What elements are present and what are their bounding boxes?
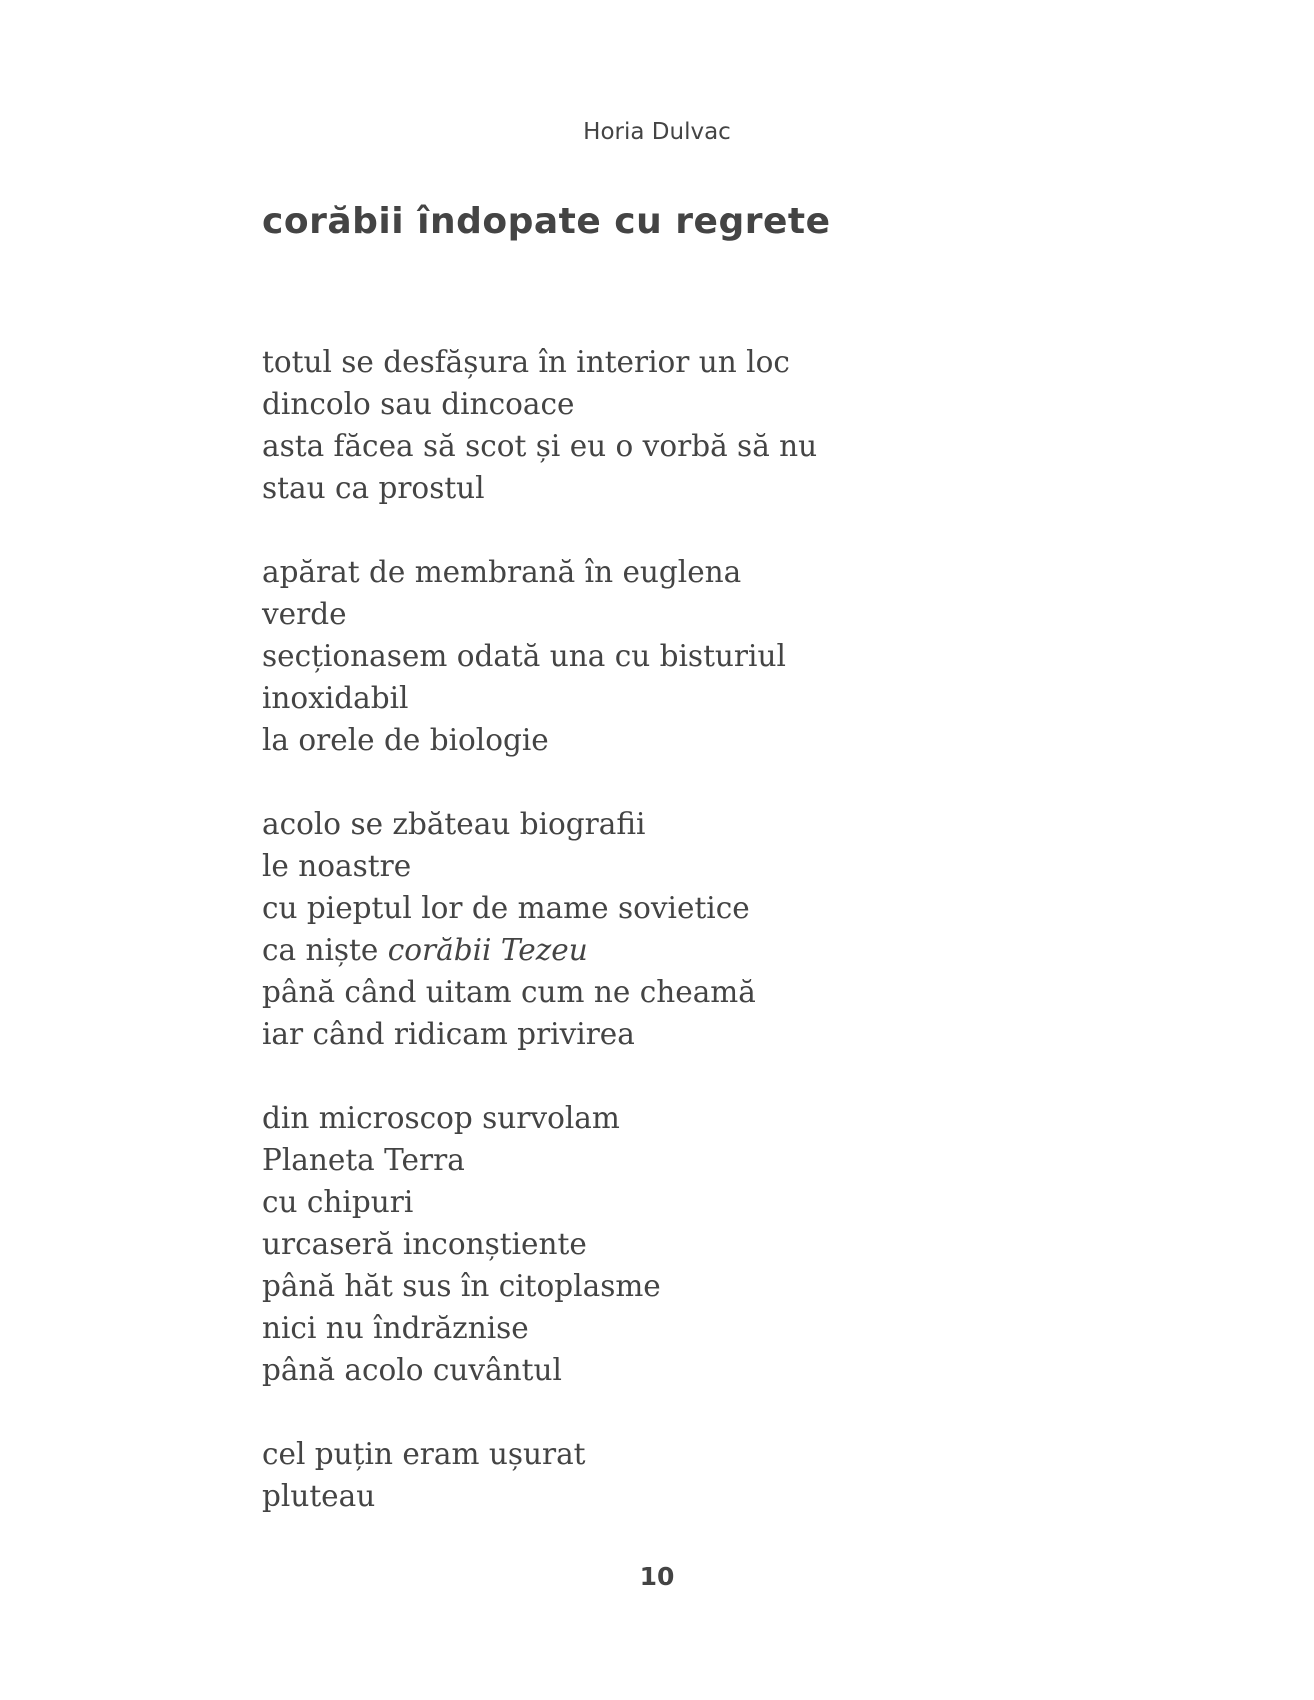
poem-line: până când uitam cum ne cheamă <box>262 975 756 1009</box>
stanza-5 <box>262 1433 1082 1517</box>
stanza-1 <box>262 341 1082 509</box>
poem-line: secționasem odată una cu bisturiul <box>262 639 786 673</box>
running-header-author: Horia Dulvac <box>583 119 731 145</box>
poem-line: stau ca prostul <box>262 471 485 505</box>
poem-line: asta făcea să scot și eu o vorbă să nu <box>262 429 818 463</box>
poem-line: urcaseră inconștiente <box>262 1227 587 1261</box>
poem-line: verde <box>262 597 347 631</box>
stanza-3 <box>262 803 1082 1055</box>
poem-title: corăbii îndopate cu regrete <box>262 201 831 242</box>
poem-line: acolo se zbăteau biografii <box>262 807 646 841</box>
poem-line: Planeta Terra <box>262 1143 465 1177</box>
poem-line: iar când ridicam privirea <box>262 1017 635 1051</box>
poem-line-plain-part: ca niște <box>262 933 388 967</box>
poem-line: până hăt sus în citoplasme <box>262 1269 661 1303</box>
poem-line: nici nu îndrăznise <box>262 1311 529 1345</box>
poem-line: totul se desfășura în interior un loc <box>262 345 790 379</box>
poem-line: cu pieptul lor de mame sovietice <box>262 891 750 925</box>
poem-line: cel puțin eram ușurat <box>262 1437 586 1471</box>
page-number: 10 <box>639 1562 675 1591</box>
poem-line: cu chipuri <box>262 1185 414 1219</box>
stanza-4 <box>262 1097 1082 1391</box>
poem-line: apărat de membrană în euglena <box>262 555 742 589</box>
poem-line: din microscop survolam <box>262 1101 620 1135</box>
poem-line-mixed <box>262 929 1082 971</box>
poem-body <box>262 341 1082 1559</box>
poem-line: inoxidabil <box>262 681 409 715</box>
stanza-2 <box>262 551 1082 761</box>
poem-line: le noastre <box>262 849 412 883</box>
poem-line-italic-part: corăbii Tezeu <box>387 933 588 967</box>
poem-line: la orele de biologie <box>262 723 549 757</box>
poem-line: pluteau <box>262 1479 376 1513</box>
poem-line: până acolo cuvântul <box>262 1353 562 1387</box>
poem-line: dincolo sau dincoace <box>262 387 575 421</box>
